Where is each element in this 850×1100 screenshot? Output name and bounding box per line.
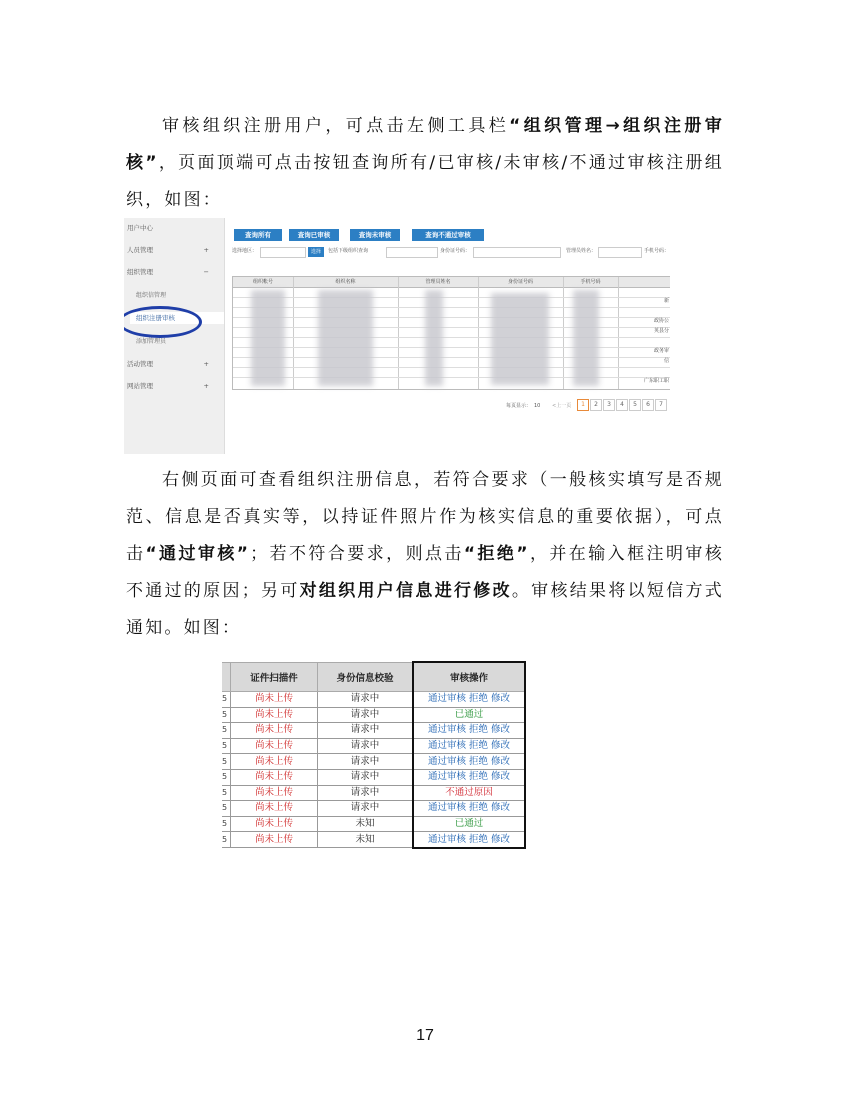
row-edge-cell: 5	[222, 754, 231, 770]
page-link[interactable]: 5	[629, 399, 641, 411]
scan-header: 证件扫描件	[231, 662, 318, 692]
table-row	[222, 707, 525, 723]
audit-op-cell[interactable]: 通过审核 拒绝 修改	[413, 801, 525, 817]
audit-op-cell[interactable]: 通过审核 拒绝 修改	[413, 692, 525, 708]
table-row	[222, 754, 525, 770]
col-header: 管理员姓名	[425, 279, 451, 285]
table-row	[222, 692, 525, 708]
scan-status-cell: 尚未上传	[231, 832, 318, 848]
per-page-select[interactable]: 10	[534, 403, 541, 409]
id-label: 身份证号码：	[440, 248, 471, 254]
row-edge-cell: 5	[222, 692, 231, 708]
row-fragment: 英县分	[653, 328, 669, 334]
query-all-button[interactable]: 查询所有	[234, 229, 282, 241]
scan-status-cell: 尚未上传	[231, 723, 318, 739]
col-divider	[293, 277, 294, 389]
audit-table	[222, 661, 526, 849]
org-audit-screenshot	[124, 218, 670, 454]
id-check-cell: 请求中	[318, 785, 414, 801]
per-page-label: 每页显示：	[506, 403, 532, 409]
phone-label: 手机号码：	[644, 248, 670, 254]
redacted-block	[251, 290, 285, 386]
row-edge-cell: 5	[222, 769, 231, 785]
sidebar-subitem-org-reg-audit[interactable]: 组织注册审核	[130, 312, 224, 324]
area-input[interactable]	[260, 247, 306, 258]
review-text: 。审核结果将以短信方式通知。如图：	[126, 581, 725, 638]
page-link[interactable]: 7	[655, 399, 667, 411]
id-input[interactable]	[473, 247, 561, 258]
sub-input[interactable]	[386, 247, 438, 258]
audit-op-cell[interactable]: 已通过	[413, 707, 525, 723]
audit-op-cell[interactable]: 通过审核 拒绝 修改	[413, 832, 525, 848]
col-divider	[478, 277, 479, 389]
intro-text-continued: ，页面顶端可点击按钮查询所有/已审核/未审核/不通过审核注册组织，如图：	[126, 153, 724, 210]
row-divider	[233, 357, 670, 358]
op-header: 审核操作	[413, 662, 525, 692]
col-header: 手机号码	[580, 279, 601, 285]
sidebar-item-label: 活动管理	[127, 360, 153, 368]
query-unaudited-button[interactable]: 查询未审核	[350, 229, 400, 241]
id-check-cell: 请求中	[318, 801, 414, 817]
table-row	[222, 832, 525, 848]
sidebar-item-label: 组织管理	[127, 268, 153, 276]
row-fragment: 广东职工职	[643, 378, 669, 384]
scan-status-cell: 尚未上传	[231, 801, 318, 817]
col-header: 组织帐号	[252, 279, 273, 285]
id-check-cell: 请求中	[318, 723, 414, 739]
audit-op-cell[interactable]: 通过审核 拒绝 修改	[413, 754, 525, 770]
review-text: ；若不符合要求，则点击	[250, 544, 464, 564]
row-edge-cell: 5	[222, 832, 231, 848]
include-sub-checkbox[interactable]: 包括下级组织查询	[328, 248, 369, 254]
intro-text: 审核组织注册用户，可点击左侧工具栏	[162, 116, 510, 136]
col-divider	[398, 277, 399, 389]
sidebar-item-label: 网站管理	[127, 382, 153, 390]
sidebar-item-label: 人员管理	[127, 246, 153, 254]
id-check-cell: 请求中	[318, 692, 414, 708]
row-edge-cell: 5	[222, 707, 231, 723]
page-link[interactable]: 3	[603, 399, 615, 411]
row-edge-cell: 5	[222, 738, 231, 754]
review-text: ，并在输入框注明审核不通过的原因；另可	[126, 544, 725, 601]
redacted-block	[573, 290, 599, 386]
collapse-icon: −	[203, 268, 209, 276]
sidebar-item-member[interactable]	[127, 244, 217, 256]
page-link[interactable]: 1	[577, 399, 589, 411]
table-row	[222, 801, 525, 817]
table-header	[233, 277, 670, 288]
row-fragment: 政务审	[653, 348, 669, 354]
sidebar-subitem-org-info[interactable]: 组织信管理	[136, 292, 167, 299]
audit-op-cell[interactable]: 通过审核 拒绝 修改	[413, 769, 525, 785]
scan-status-cell: 尚未上传	[231, 785, 318, 801]
row-divider	[233, 347, 670, 348]
area-label: 选择地区：	[232, 248, 258, 254]
page-link[interactable]: 4	[616, 399, 628, 411]
row-edge-cell: 5	[222, 785, 231, 801]
row-divider	[233, 327, 670, 328]
table-row	[222, 769, 525, 785]
row-fragment: 政协公	[653, 318, 669, 324]
sidebar-item-activity[interactable]	[127, 358, 217, 370]
admin-name-label: 管理员姓名：	[566, 248, 597, 254]
scan-status-cell: 尚未上传	[231, 692, 318, 708]
id-check-cell: 未知	[318, 832, 414, 848]
table-header-row	[222, 662, 525, 692]
query-audited-button[interactable]: 查询已审核	[289, 229, 339, 241]
id-check-cell: 请求中	[318, 769, 414, 785]
row-divider	[233, 377, 670, 378]
expand-icon: +	[203, 360, 209, 368]
row-divider	[233, 367, 670, 368]
expand-icon: +	[203, 246, 209, 254]
page-number: 17	[416, 1027, 434, 1044]
audit-op-cell[interactable]: 通过审核 拒绝 修改	[413, 738, 525, 754]
row-edge-cell: 5	[222, 816, 231, 832]
table-row	[222, 785, 525, 801]
row-divider	[233, 307, 670, 308]
review-paragraph	[126, 462, 724, 647]
scan-status-cell: 尚未上传	[231, 754, 318, 770]
intro-paragraph	[126, 108, 724, 219]
id-check-cell: 请求中	[318, 707, 414, 723]
row-divider	[233, 297, 670, 298]
col-divider	[618, 277, 619, 389]
row-edge-cell: 5	[222, 801, 231, 817]
sidebar-item-site[interactable]	[127, 380, 217, 392]
scan-status-cell: 尚未上传	[231, 769, 318, 785]
row-edge-cell: 5	[222, 723, 231, 739]
id-check-cell: 请求中	[318, 754, 414, 770]
col-divider	[563, 277, 564, 389]
sidebar-subitem-add-admin[interactable]: 添加管理员	[136, 338, 167, 345]
menu-path-emphasis: “组织管理→组织注册审核”	[126, 116, 724, 173]
redacted-block	[425, 290, 443, 386]
table-row	[222, 723, 525, 739]
approve-emphasis: “通过审核”	[145, 544, 251, 564]
audit-op-cell[interactable]: 不通过原因	[413, 785, 525, 801]
id-check-cell: 请求中	[318, 738, 414, 754]
sidebar-item-user-center[interactable]: 用户中心	[127, 224, 153, 232]
review-text: 右侧页面可查看组织注册信息，若符合要求（一般核实填写是否规范、信息是否真实等，以持证件照片作为核实信息的重要依据），可点击	[126, 470, 724, 564]
check-header: 身份信息校验	[318, 662, 414, 692]
audit-op-cell[interactable]: 已通过	[413, 816, 525, 832]
edge-header	[222, 662, 231, 692]
prev-page-link[interactable]: <上一页	[552, 403, 572, 409]
row-fragment: 新	[663, 298, 669, 304]
modify-emphasis: 对组织用户信息进行修改	[299, 581, 512, 601]
table-row	[222, 816, 525, 832]
redacted-block	[318, 290, 373, 386]
row-divider	[233, 337, 670, 338]
page-link[interactable]: 2	[590, 399, 602, 411]
row-divider	[233, 317, 670, 318]
audit-op-cell[interactable]: 通过审核 拒绝 修改	[413, 723, 525, 739]
col-header: 身份证号码	[507, 279, 533, 285]
col-header: 组织名称	[335, 279, 356, 285]
audit-table-screenshot	[222, 661, 538, 851]
id-check-cell: 未知	[318, 816, 414, 832]
admin-name-input[interactable]	[598, 247, 642, 258]
expand-icon: +	[203, 382, 209, 390]
redacted-block	[491, 293, 549, 385]
row-fragment: 信	[663, 358, 669, 364]
org-table	[232, 276, 670, 390]
table-row	[222, 738, 525, 754]
sidebar-item-org[interactable]	[127, 266, 217, 278]
scan-status-cell: 尚未上传	[231, 707, 318, 723]
query-rejected-button[interactable]: 查询不通过审核	[412, 229, 484, 241]
page-link[interactable]: 6	[642, 399, 654, 411]
reject-emphasis: “拒绝”	[463, 544, 530, 564]
area-select-button[interactable]: 选择	[308, 247, 324, 257]
scan-status-cell: 尚未上传	[231, 738, 318, 754]
scan-status-cell: 尚未上传	[231, 816, 318, 832]
